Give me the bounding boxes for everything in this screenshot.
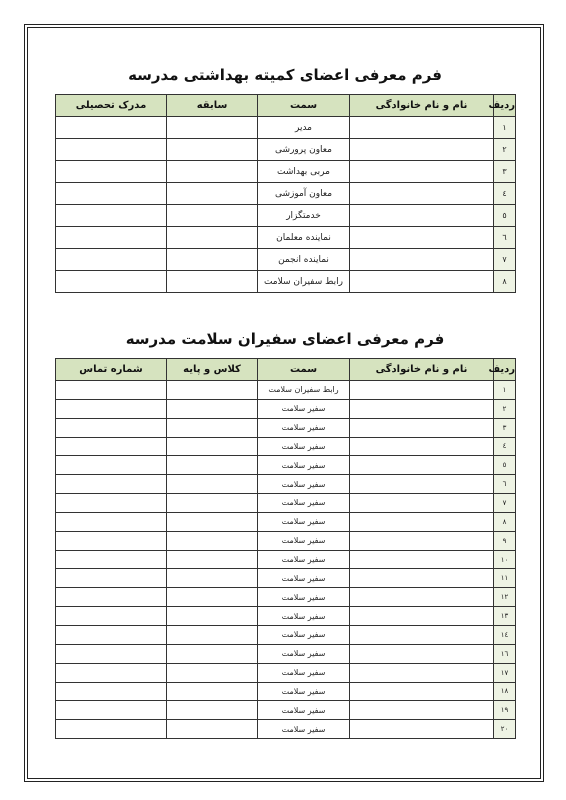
row-number: ٤: [494, 437, 516, 456]
ambassadors-table: [55, 358, 516, 739]
full-name-cell[interactable]: [350, 569, 494, 588]
row-number: ۱٤: [494, 625, 516, 644]
phone-number-cell[interactable]: [56, 475, 167, 494]
position-cell: نماینده انجمن: [258, 249, 350, 271]
experience-cell[interactable]: [167, 271, 258, 293]
class-grade-cell[interactable]: [167, 494, 258, 513]
full-name-cell[interactable]: [350, 512, 494, 531]
row-number: ۱۸: [494, 682, 516, 701]
position-cell: سفیر سلامت: [258, 512, 350, 531]
full-name-cell[interactable]: [350, 381, 494, 400]
full-name-cell[interactable]: [350, 227, 494, 249]
row-number: ۱٦: [494, 644, 516, 663]
table-row: [56, 381, 516, 400]
row-number: ۱۹: [494, 701, 516, 720]
row-number: ٦: [494, 227, 516, 249]
header-row-number: ردیف: [494, 95, 516, 117]
experience-cell[interactable]: [167, 227, 258, 249]
row-number: ۱۲: [494, 588, 516, 607]
table-row: [56, 663, 516, 682]
full-name-cell[interactable]: [350, 399, 494, 418]
row-number: ۱: [494, 117, 516, 139]
class-grade-cell[interactable]: [167, 588, 258, 607]
phone-number-cell[interactable]: [56, 663, 167, 682]
table-row: [56, 644, 516, 663]
table-row: [56, 588, 516, 607]
full-name-cell[interactable]: [350, 531, 494, 550]
phone-number-cell[interactable]: [56, 381, 167, 400]
phone-number-cell[interactable]: [56, 494, 167, 513]
class-grade-cell[interactable]: [167, 456, 258, 475]
full-name-cell[interactable]: [350, 437, 494, 456]
ambassadors-table-body: [56, 381, 516, 739]
phone-number-cell[interactable]: [56, 607, 167, 626]
class-grade-cell[interactable]: [167, 569, 258, 588]
class-grade-cell[interactable]: [167, 607, 258, 626]
full-name-cell[interactable]: [350, 550, 494, 569]
full-name-cell[interactable]: [350, 644, 494, 663]
header-degree: مدرک تحصیلی: [56, 95, 167, 117]
phone-number-cell[interactable]: [56, 644, 167, 663]
row-number: ۱۷: [494, 663, 516, 682]
class-grade-cell[interactable]: [167, 682, 258, 701]
position-cell: سفیر سلامت: [258, 550, 350, 569]
class-grade-cell[interactable]: [167, 625, 258, 644]
full-name-cell[interactable]: [350, 682, 494, 701]
table-row: [56, 227, 516, 249]
table-row: [56, 550, 516, 569]
class-grade-cell[interactable]: [167, 418, 258, 437]
header-full-name: نام و نام خانوادگی: [350, 95, 494, 117]
row-number: ٥: [494, 205, 516, 227]
full-name-cell[interactable]: [350, 271, 494, 293]
phone-number-cell[interactable]: [56, 682, 167, 701]
row-number: ۹: [494, 531, 516, 550]
class-grade-cell[interactable]: [167, 437, 258, 456]
full-name-cell[interactable]: [350, 117, 494, 139]
committee-table-body: [56, 117, 516, 293]
table-row: [56, 437, 516, 456]
position-cell: سفیر سلامت: [258, 644, 350, 663]
degree-cell[interactable]: [56, 183, 167, 205]
phone-number-cell[interactable]: [56, 588, 167, 607]
position-cell: سفیر سلامت: [258, 475, 350, 494]
row-number: ۲: [494, 399, 516, 418]
full-name-cell[interactable]: [350, 720, 494, 739]
header-position: سمت: [258, 359, 350, 381]
row-number: ۸: [494, 512, 516, 531]
table-row: [56, 161, 516, 183]
class-grade-cell[interactable]: [167, 475, 258, 494]
row-number: ۷: [494, 249, 516, 271]
phone-number-cell[interactable]: [56, 531, 167, 550]
table-row: [56, 271, 516, 293]
position-cell: سفیر سلامت: [258, 569, 350, 588]
row-number: ۲۰: [494, 720, 516, 739]
table-row: [56, 512, 516, 531]
row-number: ٤: [494, 183, 516, 205]
experience-cell[interactable]: [167, 139, 258, 161]
phone-number-cell[interactable]: [56, 437, 167, 456]
full-name-cell[interactable]: [350, 475, 494, 494]
row-number: ٥: [494, 456, 516, 475]
table-row: [56, 701, 516, 720]
degree-cell[interactable]: [56, 271, 167, 293]
row-number: ۱: [494, 381, 516, 400]
full-name-cell[interactable]: [350, 139, 494, 161]
full-name-cell[interactable]: [350, 588, 494, 607]
table-row: [56, 682, 516, 701]
committee-form-title: فرم معرفی اعضای کمیته بهداشتی مدرسه: [128, 66, 442, 84]
table-row: [56, 183, 516, 205]
header-phone-number: شماره تماس: [56, 359, 167, 381]
position-cell: سفیر سلامت: [258, 720, 350, 739]
phone-number-cell[interactable]: [56, 512, 167, 531]
class-grade-cell[interactable]: [167, 531, 258, 550]
header-full-name: نام و نام خانوادگی: [350, 359, 494, 381]
table-row: [56, 456, 516, 475]
class-grade-cell[interactable]: [167, 720, 258, 739]
committee-header-row: [56, 95, 516, 117]
phone-number-cell[interactable]: [56, 456, 167, 475]
header-experience: سابقه: [167, 95, 258, 117]
header-class-grade: کلاس و پایه: [167, 359, 258, 381]
full-name-cell[interactable]: [350, 494, 494, 513]
table-row: [56, 117, 516, 139]
degree-cell[interactable]: [56, 117, 167, 139]
position-cell: سفیر سلامت: [258, 418, 350, 437]
position-cell: سفیر سلامت: [258, 588, 350, 607]
position-cell: رابط سفیران سلامت: [258, 271, 350, 293]
degree-cell[interactable]: [56, 139, 167, 161]
full-name-cell[interactable]: [350, 183, 494, 205]
table-row: [56, 494, 516, 513]
row-number: ۳: [494, 418, 516, 437]
class-grade-cell[interactable]: [167, 550, 258, 569]
experience-cell[interactable]: [167, 117, 258, 139]
full-name-cell[interactable]: [350, 625, 494, 644]
row-number: ۱۱: [494, 569, 516, 588]
class-grade-cell[interactable]: [167, 381, 258, 400]
class-grade-cell[interactable]: [167, 399, 258, 418]
table-row: [56, 399, 516, 418]
header-position: سمت: [258, 95, 350, 117]
position-cell: سفیر سلامت: [258, 399, 350, 418]
position-cell: معاون آموزشی: [258, 183, 350, 205]
ambassadors-header-row: [56, 359, 516, 381]
position-cell: سفیر سلامت: [258, 494, 350, 513]
table-row: [56, 139, 516, 161]
row-number: ۳: [494, 161, 516, 183]
experience-cell[interactable]: [167, 205, 258, 227]
degree-cell[interactable]: [56, 227, 167, 249]
phone-number-cell[interactable]: [56, 569, 167, 588]
position-cell: رابط سفیران سلامت: [258, 381, 350, 400]
committee-table: [55, 94, 516, 293]
row-number: ۷: [494, 494, 516, 513]
position-cell: مربی بهداشت: [258, 161, 350, 183]
full-name-cell[interactable]: [350, 607, 494, 626]
class-grade-cell[interactable]: [167, 644, 258, 663]
experience-cell[interactable]: [167, 249, 258, 271]
table-row: [56, 607, 516, 626]
position-cell: سفیر سلامت: [258, 531, 350, 550]
position-cell: سفیر سلامت: [258, 663, 350, 682]
table-row: [56, 205, 516, 227]
full-name-cell[interactable]: [350, 161, 494, 183]
phone-number-cell[interactable]: [56, 550, 167, 569]
row-number: ۱۰: [494, 550, 516, 569]
position-cell: معاون پرورشی: [258, 139, 350, 161]
position-cell: سفیر سلامت: [258, 437, 350, 456]
position-cell: مدیر: [258, 117, 350, 139]
position-cell: سفیر سلامت: [258, 625, 350, 644]
degree-cell[interactable]: [56, 249, 167, 271]
position-cell: نماینده معلمان: [258, 227, 350, 249]
table-row: [56, 475, 516, 494]
table-row: [56, 418, 516, 437]
class-grade-cell[interactable]: [167, 701, 258, 720]
class-grade-cell[interactable]: [167, 663, 258, 682]
position-cell: سفیر سلامت: [258, 701, 350, 720]
row-number: ۸: [494, 271, 516, 293]
phone-number-cell[interactable]: [56, 720, 167, 739]
row-number: ٦: [494, 475, 516, 494]
full-name-cell[interactable]: [350, 456, 494, 475]
position-cell: سفیر سلامت: [258, 682, 350, 701]
table-row: [56, 569, 516, 588]
position-cell: خدمتگزار: [258, 205, 350, 227]
phone-number-cell[interactable]: [56, 418, 167, 437]
full-name-cell[interactable]: [350, 249, 494, 271]
position-cell: سفیر سلامت: [258, 607, 350, 626]
ambassadors-form-title: فرم معرفی اعضای سفیران سلامت مدرسه: [125, 330, 445, 348]
experience-cell[interactable]: [167, 183, 258, 205]
degree-cell[interactable]: [56, 205, 167, 227]
table-row: [56, 720, 516, 739]
experience-cell[interactable]: [167, 161, 258, 183]
position-cell: سفیر سلامت: [258, 456, 350, 475]
degree-cell[interactable]: [56, 161, 167, 183]
row-number: ۱۳: [494, 607, 516, 626]
row-number: ۲: [494, 139, 516, 161]
full-name-cell[interactable]: [350, 663, 494, 682]
phone-number-cell[interactable]: [56, 701, 167, 720]
table-row: [56, 625, 516, 644]
header-row-number: ردیف: [494, 359, 516, 381]
full-name-cell[interactable]: [350, 205, 494, 227]
phone-number-cell[interactable]: [56, 625, 167, 644]
table-row: [56, 249, 516, 271]
table-row: [56, 531, 516, 550]
class-grade-cell[interactable]: [167, 512, 258, 531]
phone-number-cell[interactable]: [56, 399, 167, 418]
full-name-cell[interactable]: [350, 418, 494, 437]
full-name-cell[interactable]: [350, 701, 494, 720]
